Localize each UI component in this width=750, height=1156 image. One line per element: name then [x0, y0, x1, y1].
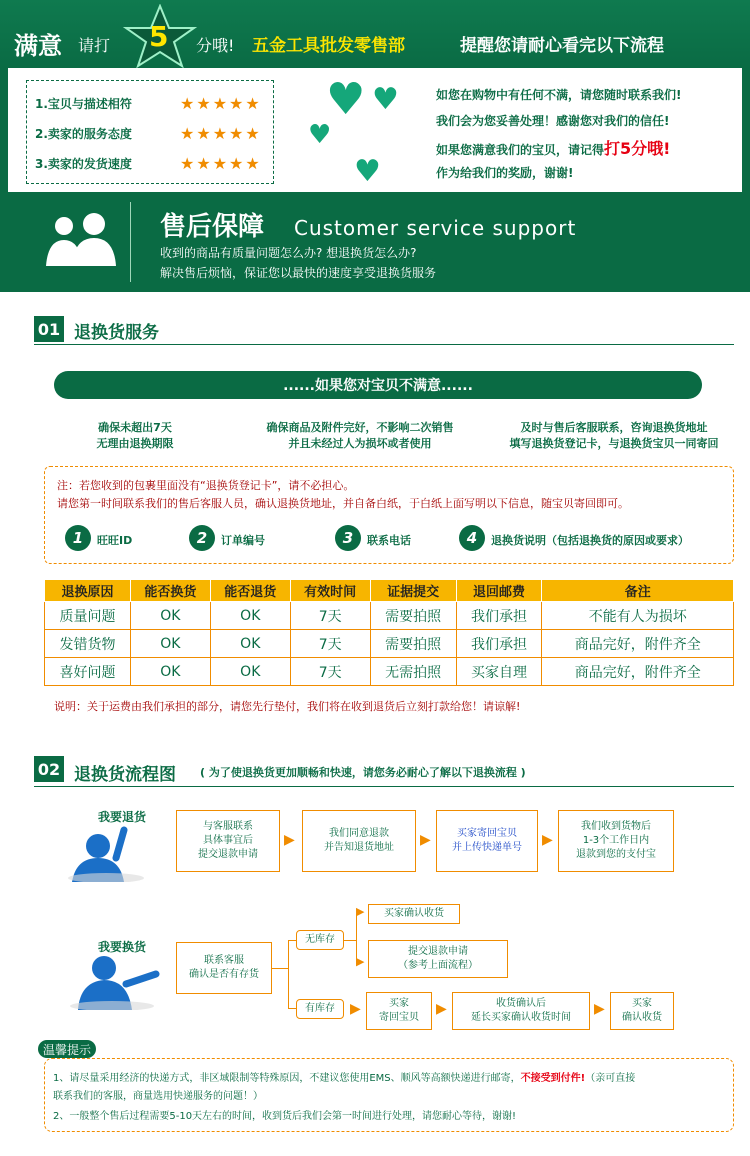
service-title: 售后保障	[160, 212, 265, 242]
tip-7days	[70, 420, 200, 452]
connector	[288, 1008, 296, 1009]
table-cell: 无需拍照	[370, 658, 456, 686]
flow-step: 买家 确认收货	[610, 992, 674, 1030]
stars-icon: ★★★★★	[180, 153, 262, 173]
flow-step: 提交退款申请 （参考上面流程）	[368, 940, 508, 978]
heart-icon: ♥	[372, 82, 399, 117]
table-cell: 需要拍照	[370, 630, 456, 658]
table-cell: 质量问题	[45, 602, 131, 630]
arrow-icon: ▶	[542, 832, 553, 848]
section-number: 02	[34, 756, 64, 782]
number-badge: 1	[65, 525, 91, 551]
service-subtitle-2: 解决售后烦恼，保证您以最快的速度享受退换货服务	[160, 266, 437, 280]
rating-label: 3.卖家的发货速度	[35, 156, 132, 171]
message-4: 作为给我们的奖励，谢谢!	[436, 166, 574, 180]
heart-icon: ♥	[326, 74, 366, 125]
service-title-en: Customer service support	[294, 216, 577, 240]
item-label: 订单编号	[221, 534, 265, 547]
number-badge: 3	[335, 525, 361, 551]
table-cell: OK	[130, 658, 210, 686]
message-3-highlight: 打5分哦!	[604, 139, 671, 158]
table-cell: 不能有人为损坏	[542, 602, 734, 630]
banner-shop-name: 五金工具批发零售部	[252, 36, 405, 56]
table-cell: 7天	[290, 602, 370, 630]
table-header: 退换原因	[45, 580, 131, 602]
table-cell: OK	[210, 602, 290, 630]
table-cell: 7天	[290, 658, 370, 686]
tip-line: 无理由退换期限	[96, 437, 174, 450]
tips-label: 温馨提示	[38, 1040, 96, 1058]
section-divider	[34, 344, 734, 345]
item-label: 联系电话	[367, 534, 411, 547]
table-cell: OK	[130, 602, 210, 630]
table-row	[45, 630, 734, 658]
refund-label: 我要退货	[98, 810, 147, 824]
no-stock-box: 无库存	[296, 930, 344, 950]
tip-line: 确保商品及附件完好，不影响二次销售	[266, 421, 454, 434]
table-cell: 我们承担	[456, 630, 542, 658]
flow-step: 我们同意退款 并告知退货地址	[302, 810, 416, 872]
tip-line-2: 联系我们的客服，商量选用快递服务的问题！）	[53, 1091, 263, 1102]
item-label: 旺旺ID	[97, 534, 133, 547]
section-divider	[34, 786, 734, 787]
connector	[288, 940, 296, 941]
notice-box	[44, 466, 734, 564]
rating-box	[26, 80, 274, 184]
banner-please-rate: 请打	[78, 36, 111, 55]
table-header-row	[45, 580, 734, 602]
person-icon	[66, 950, 166, 1010]
banner-five: 5	[149, 20, 169, 53]
flow-step: 买家寄回宝贝 并上传快递单号	[436, 810, 538, 872]
exchange-label: 我要换货	[98, 940, 147, 954]
message-3	[436, 136, 670, 159]
tip-line: 确保未超出7天	[98, 421, 172, 434]
people-icon	[42, 212, 122, 266]
tips-box	[44, 1058, 734, 1132]
arrow-icon: ▶	[356, 905, 365, 918]
flow-step: 收货确认后 延长买家确认收货时间	[452, 992, 590, 1030]
arrow-icon: ▶	[350, 1001, 361, 1017]
heart-icon: ♥	[354, 154, 381, 189]
arrow-icon: ▶	[284, 832, 295, 848]
divider	[130, 202, 131, 282]
table-row	[45, 602, 734, 630]
section-title: 退换货服务	[74, 323, 159, 343]
stars-icon: ★★★★★	[180, 93, 262, 113]
banner-satisfied: 满意	[14, 32, 62, 60]
number-badge: 2	[189, 525, 215, 551]
message-2: 我们会为您妥善处理！感谢您对我们的信任!	[436, 114, 670, 128]
table-cell: 我们承担	[456, 602, 542, 630]
tip-line: 及时与售后客服联系，咨询退换货地址	[520, 421, 708, 434]
table-header: 能否换货	[130, 580, 210, 602]
rating-panel	[8, 68, 742, 192]
arrow-icon: ▶	[420, 832, 431, 848]
table-cell: OK	[210, 630, 290, 658]
rating-label: 1.宝贝与描述相符	[35, 96, 132, 111]
arrow-icon: ▶	[436, 1001, 447, 1017]
table-cell: 喜好问题	[45, 658, 131, 686]
tip-text: （亲可直接	[585, 1073, 636, 1084]
rating-area	[0, 68, 750, 196]
rating-row	[35, 119, 262, 147]
tip-line-3: 2、一般整个售后过程需要5-10天左右的时间，收到货后我们会第一时间进行处理，请您耐心等待，谢谢!	[53, 1111, 517, 1122]
table-cell: 买家自理	[456, 658, 542, 686]
table-header: 有效时间	[290, 580, 370, 602]
item-label: 退换货说明（包括退换货的原因或要求）	[491, 534, 689, 547]
rating-row	[35, 89, 262, 117]
section-number: 01	[34, 316, 64, 342]
arrow-icon: ▶	[594, 1001, 605, 1017]
connector	[272, 968, 288, 969]
tip-contact	[494, 420, 734, 452]
table-cell: 发错货物	[45, 630, 131, 658]
table-row	[45, 658, 734, 686]
message-3-text: 如果您满意我们的宝贝，请记得	[436, 143, 605, 157]
flow-step: 与客服联系 具体事宜后 提交退款申请	[176, 810, 280, 872]
flow-step: 联系客服 确认是否有存货	[176, 942, 272, 994]
banner-points: 分哦!	[196, 36, 235, 55]
table-cell: 商品完好，附件齐全	[542, 630, 734, 658]
table-cell: OK	[210, 658, 290, 686]
explanation: 说明：关于运费由我们承担的部分，请您先行垫付，我们将在收到退货后立刻打款给您！请谅解!	[54, 700, 521, 713]
arrow-icon: ▶	[356, 955, 365, 968]
stars-icon: ★★★★★	[180, 123, 262, 143]
flow-step: 买家确认收货	[368, 904, 460, 924]
number-badge: 4	[459, 525, 485, 551]
banner-reminder: 提醒您请耐心看完以下流程	[460, 36, 664, 56]
flow-step: 买家 寄回宝贝	[366, 992, 432, 1030]
section-title: 退换货流程图	[74, 765, 176, 785]
connector	[288, 940, 289, 1008]
table-header: 证据提交	[370, 580, 456, 602]
has-stock-box: 有库存	[296, 999, 344, 1019]
section-subtitle: ( 为了使退换货更加顺畅和快速，请您务必耐心了解以下退换流程 )	[200, 766, 526, 779]
connector	[344, 940, 356, 941]
tip-line-1	[53, 1069, 635, 1084]
heart-icon: ♥	[308, 120, 332, 150]
tip-highlight: 不接受到付件!	[520, 1073, 586, 1084]
table-header: 备注	[542, 580, 734, 602]
tip-line: 填写退换货登记卡，与退换货宝贝一同寄回	[509, 437, 719, 450]
table-cell: 商品完好，附件齐全	[542, 658, 734, 686]
flow-step: 我们收到货物后 1-3个工作日内 退款到您的支付宝	[558, 810, 674, 872]
tip-condition	[250, 420, 470, 452]
table-header: 能否退货	[210, 580, 290, 602]
unsatisfied-banner: ......如果您对宝贝不满意......	[54, 371, 702, 399]
service-subtitle-1: 收到的商品有质量问题怎么办? 想退换货怎么办?	[160, 246, 417, 260]
tip-line: 并且未经过人为损坏或者使用	[288, 437, 432, 450]
table-cell: OK	[130, 630, 210, 658]
table-cell: 7天	[290, 630, 370, 658]
table-header: 退回邮费	[456, 580, 542, 602]
table-cell: 需要拍照	[370, 602, 456, 630]
rating-row	[35, 149, 262, 177]
notice-line-1: 注：若您收到的包裹里面没有“退换货登记卡”，请不必担心。	[57, 479, 355, 492]
rating-label: 2.卖家的服务态度	[35, 126, 132, 141]
person-icon	[66, 822, 156, 882]
message-1: 如您在购物中有任何不满，请您随时联系我们!	[436, 88, 682, 102]
returns-table	[44, 579, 734, 686]
tip-text: 1、请尽量采用经济的快递方式，非区域限制等特殊原因，不建议您使用EMS、顺风等高额快递进行邮寄，	[53, 1073, 521, 1084]
notice-line-2: 请您第一时间联系我们的售后客服人员，确认退换货地址，并自备白纸，于白纸上面写明以下信息，随宝贝寄回即可。	[57, 497, 629, 510]
top-banner	[0, 0, 750, 68]
